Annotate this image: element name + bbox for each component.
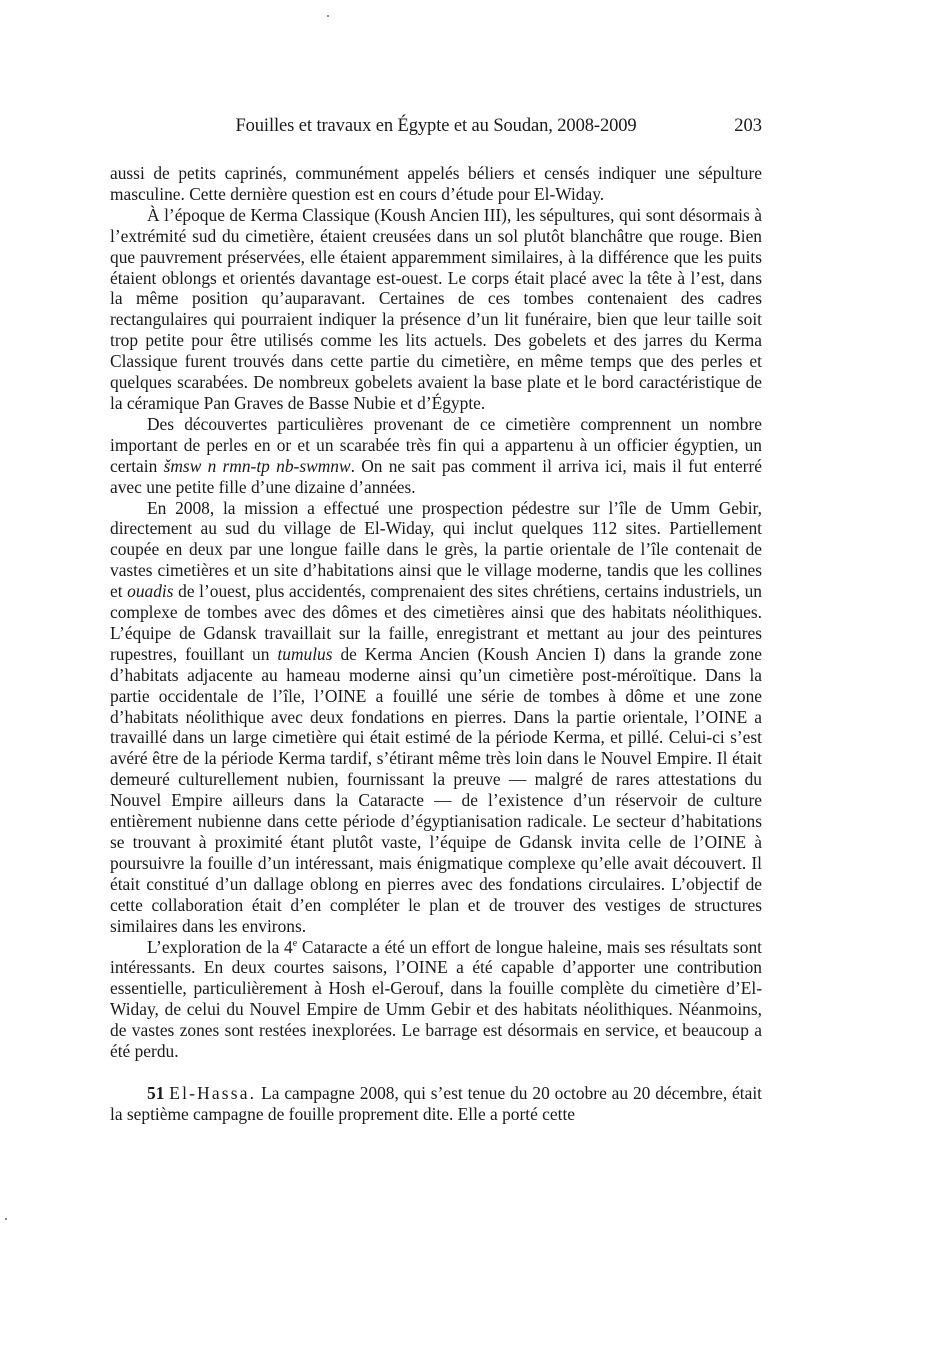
paragraph-fourth-cataract	[110, 937, 762, 1062]
paragraph-text: de Kerma Ancien (Koush Ancien I) dans la grande zone d’habitats adjacente au hameau moderne ainsi qu’un cimetière post-méroïtique. Dans la partie occidentale de l’île, l’OINE a fouillé une série de tombes à dôme et une zone d’habitats néolithique avec deux fondations en pierres. Dans la partie orientale, l’OINE a travaillé dans un large cimetière qui était estimé de la période Kerma, et pillé. Celui-ci s’est avéré être de la période Kerma tardif, s’étirant même très loin dans le Nouvel Empire. Il était demeuré culturellement nubien, fournissant la preuve — malgré de rares attestations du Nouvel Empire ailleurs dans la Cataracte — de l’existence d’un réservoir de culture entièrement nubienne dans cette période d’égyptianisation radicale. Le secteur d’habitations se trouvant à proximité étant plutôt vaste, l’équipe de Gdansk invita celle de l’OINE à poursuivre la fouille d’un intéressant, mais énigmatique complexe qu’elle avait découvert. Il était constitué d’un dallage oblong en pierres avec des fondations circulaires. L’objectif de cette collaboration était d’en compléter le plan et de trouver des vestiges de structures similaires dans les environs.	[110, 643, 762, 936]
paragraph-text: Cataracte a été un effort de longue haleine, mais ses résultats sont intéressants. En deux courtes saisons, l’OINE a été capable d’apporter une contribution essentielle, particulièrement à Hosh el-Gerouf, dans la fouille complète du cimetière d’El-Widay, de celui du Nouvel Empire de Umm Gebir et des habitats néolithiques. Néanmoins, de vastes zones sont restées inexplorées. Le barrage est désormais en service, et beaucoup a été perdu.	[110, 936, 762, 1062]
section-number: 51	[147, 1082, 165, 1103]
paragraph-text: En 2008, la mission a effectué une prospection pédestre sur l’île de Umm Gebir, directement au sud du village de El-Widay, qui inclut quelques 112 sites. Partiellement coupée en deux par une longue faille dans le grès, la partie orientale de l’île contenait de vastes cimetières et un site d’habitations ainsi que le village moderne, tandis que les collines et	[110, 497, 762, 602]
running-header	[110, 114, 762, 138]
paragraph-text: Des découvertes particulières provenant de ce cimetière comprennent un nombre important de perles en or et un scarabée très fin qui a appartenu à un officier égyptien, un certain	[110, 413, 762, 476]
paragraph-text: L’exploration de la 4	[147, 936, 293, 957]
scan-speck	[327, 15, 329, 17]
paragraph-text: de l’ouest, plus accidentés, comprenaient des sites chrétiens, certains industriels, un complexe de tombes avec des dômes et des cimetières ainsi que des habitats néolithiques. L’équipe de Gdansk travaillait sur la faille, enregistrant et mettant au jour des peintures rupestres, fouillant un	[110, 581, 762, 664]
paragraph-text: . On ne sait pas comment il arriva ici, mais il fut enterré avec une petite fille d’une dizaine d’années.	[110, 455, 762, 497]
section-title: El-Hassa.	[169, 1082, 257, 1103]
paragraph-umm-gebir	[110, 498, 762, 937]
egyptian-title-italic: šmsw n rmn-tp nb-swmnw	[163, 455, 351, 476]
scan-speck	[5, 1218, 7, 1220]
italic-term: ouadis	[127, 581, 174, 602]
page-number: 203	[734, 116, 762, 136]
paragraph-kerma-classique: À l’époque de Kerma Classique (Koush Ancien III), les sépultures, qui sont désormais à l’extrémité sud du cimetière, étaient creusées dans un sol plutôt blanchâtre que rouge. Bien que pauvrement préservées, elle étaient apparemment similaires, à la différence que les puits étaient oblongs et orientés davantage est-ouest. Le corps était placé avec la tête à l’est, dans la même position qu’auparavant. Certaines de ces tombes contenaient des cadres rectangulaires qui pourraient indiquer la présence d’un lit funéraire, bien que leur taille soit trop petite pour être utilisés comme les lits actuels. Des gobelets et des jarres du Kerma Classique furent trouvés dans cette partie du cimetière, en même temps que des perles et quelques scarabées. De nombreux gobelets avaient la base plate et le bord caractéristique de la céramique Pan Graves de Basse Nubie et d’Égypte.	[110, 204, 762, 413]
paragraph-discoveries	[110, 414, 762, 498]
body-text	[110, 163, 762, 1125]
running-title: Fouilles et travaux en Égypte et au Soudan, 2008-2009	[235, 116, 637, 136]
ordinal-superscript: e	[292, 937, 298, 949]
paragraph-text: La campagne 2008, qui s’est tenue du 20 octobre au 20 décembre, était la septième campagne de fouille proprement dite. Elle a porté cette	[110, 1082, 762, 1124]
section-el-hassa	[110, 1083, 762, 1125]
paragraph-continued: aussi de petits caprinés, communément appelés béliers et censés indiquer une sépulture masculine. Cette dernière question est en cours d’étude pour El-Widay.	[110, 163, 762, 204]
italic-term: tumulus	[277, 643, 333, 664]
